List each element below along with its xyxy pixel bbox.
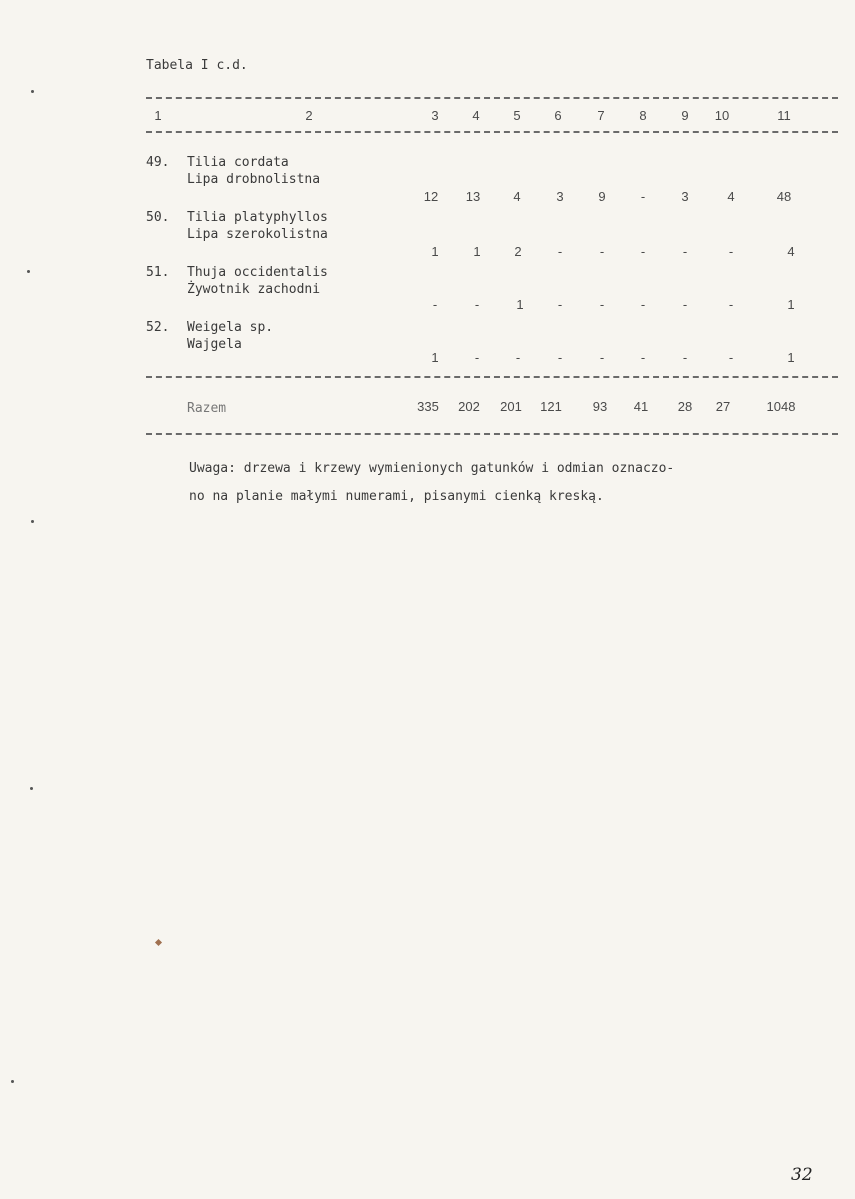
latin-name: Tilia platyphyllos — [187, 210, 328, 225]
value-cell: - — [474, 350, 480, 365]
note-line: Uwaga: drzewa i krzewy wymienionych gatunków i odmian oznaczo- — [189, 461, 675, 476]
value-cell: 4 — [727, 189, 735, 204]
value-cell: - — [640, 297, 646, 312]
value-cell: - — [728, 297, 734, 312]
margin-mark — [11, 1080, 14, 1083]
margin-mark — [27, 270, 30, 273]
value-cell: 1 — [516, 297, 524, 312]
value-cell: - — [728, 350, 734, 365]
value-cell: 48 — [776, 189, 792, 204]
value-cell: 1 — [787, 350, 795, 365]
column-header: 3 — [431, 108, 439, 123]
column-header: 2 — [305, 108, 313, 123]
column-header: 4 — [472, 108, 480, 123]
total-cell: 1048 — [766, 399, 796, 414]
column-header: 11 — [777, 108, 791, 123]
value-cell: - — [682, 297, 688, 312]
column-header: 10 — [714, 108, 730, 123]
margin-mark — [31, 520, 34, 523]
latin-name: Thuja occidentalis — [187, 265, 328, 280]
margin-mark — [31, 90, 34, 93]
total-cell: 41 — [633, 399, 649, 414]
header-bottom-rule — [146, 131, 838, 133]
polish-name: Lipa drobnolistna — [187, 172, 321, 187]
polish-name: Wajgela — [187, 337, 242, 352]
page-number: 32 — [791, 1165, 813, 1185]
value-cell: 1 — [473, 244, 481, 259]
column-header: 8 — [639, 108, 647, 123]
value-cell: - — [557, 350, 563, 365]
table-top-rule — [146, 97, 838, 99]
value-cell: 4 — [787, 244, 795, 259]
value-cell: - — [599, 244, 605, 259]
margin-mark — [155, 939, 162, 946]
row-number: 50. — [146, 210, 170, 225]
value-cell: 13 — [465, 189, 481, 204]
value-cell: - — [474, 297, 480, 312]
polish-name: Żywotnik zachodni — [187, 282, 321, 297]
value-cell: 3 — [681, 189, 689, 204]
value-cell: - — [728, 244, 734, 259]
column-header: 7 — [597, 108, 605, 123]
value-cell: 9 — [598, 189, 606, 204]
value-cell: 3 — [556, 189, 564, 204]
polish-name: Lipa szerokolistna — [187, 227, 328, 242]
total-cell: 121 — [540, 399, 562, 414]
total-top-rule — [146, 376, 838, 378]
value-cell: 4 — [513, 189, 521, 204]
value-cell: 2 — [514, 244, 522, 259]
latin-name: Weigela sp. — [187, 320, 274, 335]
value-cell: - — [515, 350, 521, 365]
value-cell: - — [557, 244, 563, 259]
value-cell: - — [599, 350, 605, 365]
column-header: 9 — [681, 108, 689, 123]
total-cell: 201 — [500, 399, 522, 414]
column-header: 1 — [154, 108, 162, 123]
value-cell: - — [682, 244, 688, 259]
value-cell: - — [640, 189, 646, 204]
margin-mark — [30, 787, 33, 790]
value-cell: - — [599, 297, 605, 312]
row-number: 52. — [146, 320, 170, 335]
latin-name: Tilia cordata — [187, 155, 289, 170]
value-cell: 1 — [431, 350, 439, 365]
row-number: 49. — [146, 155, 170, 170]
column-header: 6 — [554, 108, 562, 123]
value-cell: - — [557, 297, 563, 312]
value-cell: 1 — [431, 244, 439, 259]
total-cell: 27 — [715, 399, 731, 414]
total-cell: 335 — [417, 399, 439, 414]
column-header: 5 — [513, 108, 521, 123]
note-line: no na planie małymi numerami, pisanymi cienką kreską. — [189, 489, 604, 504]
value-cell: 12 — [423, 189, 439, 204]
value-cell: 1 — [787, 297, 795, 312]
total-cell: 93 — [592, 399, 608, 414]
value-cell: - — [640, 244, 646, 259]
total-cell: 28 — [677, 399, 693, 414]
total-label: Razem — [187, 401, 227, 416]
total-cell: 202 — [458, 399, 480, 414]
table-bottom-rule — [146, 433, 838, 435]
value-cell: - — [640, 350, 646, 365]
row-number: 51. — [146, 265, 170, 280]
table-caption: Tabela I c.d. — [146, 58, 248, 73]
value-cell: - — [682, 350, 688, 365]
value-cell: - — [432, 297, 438, 312]
